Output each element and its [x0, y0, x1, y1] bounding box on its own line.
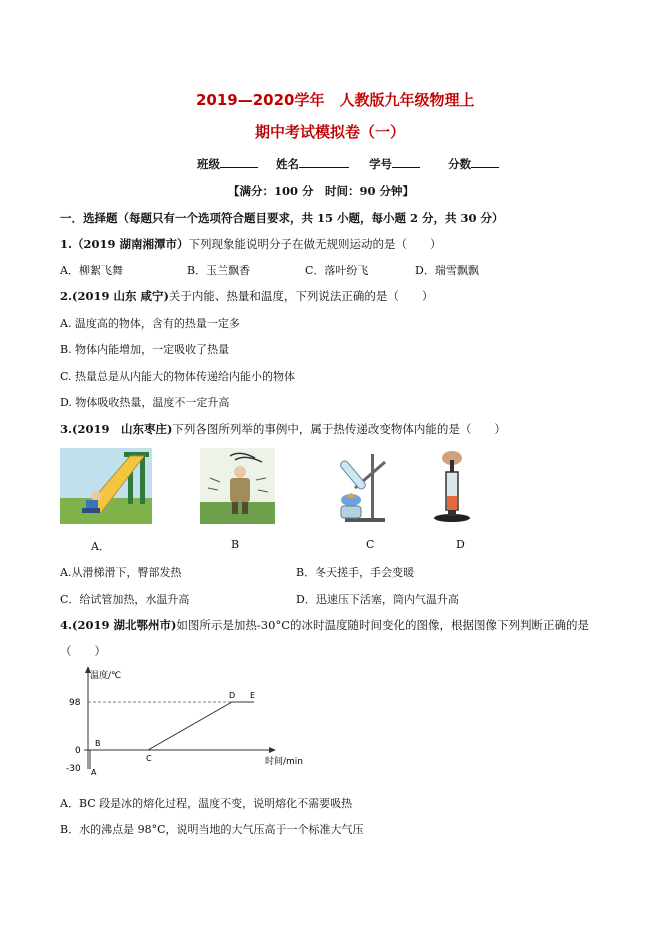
q1-option-a[interactable]: A．柳絮飞舞	[60, 264, 123, 277]
q2-option-d[interactable]: D. 物体吸收热量，温度不一定升高	[60, 396, 230, 409]
q2-option-b[interactable]: B. 物体内能增加，一定吸收了热量	[60, 343, 230, 356]
student-info-row	[197, 156, 499, 172]
image-label-d: D	[456, 538, 465, 551]
image-label-a: A．	[91, 540, 110, 553]
x-axis-label: 时间/min	[265, 757, 304, 767]
q2-option-c[interactable]: C. 热量总是从内能大的物体传递给内能小的物体	[60, 370, 296, 383]
question-1-stem: 1.（2019 湖南湘潭市）下列现象能说明分子在做无规则运动的是（ ）	[60, 237, 442, 251]
image-label-c: C	[366, 538, 375, 551]
point-label-b: B	[95, 739, 101, 748]
slide-illustration	[60, 448, 152, 524]
point-label-e: E	[250, 691, 256, 700]
y-tick-neg30: -30	[66, 764, 81, 774]
q4-option-a[interactable]: A．BC 段是冰的熔化过程，温度不变，说明熔化不需要吸热	[60, 797, 353, 810]
q2-option-a[interactable]: A. 温度高的物体，含有的热量一定多	[60, 317, 240, 330]
section-heading: 一．选择题（每题只有一个选项符合题目要求，共 15 小题，每小题 2 分，共 30 分）	[60, 211, 504, 225]
q3-option-b[interactable]: B．冬天搓手，手会变暖	[296, 566, 415, 579]
y-tick-98: 98	[69, 698, 81, 708]
id-blank[interactable]	[392, 156, 420, 168]
title-line-1: 2019—2020学年 人教版九年级物理上	[196, 91, 475, 109]
temperature-time-chart	[60, 664, 320, 779]
point-label-d: D	[229, 691, 236, 700]
q1-option-d[interactable]: D．瑞雪飘飘	[415, 264, 479, 277]
y-tick-0: 0	[75, 746, 81, 756]
class-label: 班级	[197, 157, 220, 171]
test-tube-heating-illustration	[325, 448, 397, 524]
q3-option-a[interactable]: A.从滑梯滑下，臀部发热	[60, 566, 182, 579]
x-axis-arrow	[269, 747, 276, 753]
name-blank[interactable]	[299, 156, 349, 168]
q4-option-b[interactable]: B．水的沸点是 98°C，说明当地的大气压高于一个标准大气压	[60, 823, 364, 836]
exam-meta: 【满分：100 分 时间：90 分钟】	[228, 184, 415, 198]
q3-option-d[interactable]: D．迅速压下活塞，筒内气温升高	[296, 593, 459, 606]
q1-option-b[interactable]: B．玉兰飘香	[187, 264, 251, 277]
temperature-series-line	[90, 702, 254, 769]
rubbing-hands-illustration	[200, 448, 275, 524]
y-axis-label: 温度/℃	[90, 671, 122, 681]
question-4-source: (2019 湖北鄂州市)	[72, 618, 177, 632]
title-line-2: 期中考试模拟卷（一）	[255, 123, 406, 141]
piston-illustration	[430, 448, 480, 524]
score-blank[interactable]	[471, 156, 499, 168]
question-2-stem: 2.(2019 山东 咸宁)关于内能、热量和温度，下列说法正确的是（ ）	[60, 289, 434, 303]
q3-option-c[interactable]: C．给试管加热，水温升高	[60, 593, 190, 606]
point-label-c: C	[146, 754, 152, 763]
question-1-source: （2019 湖南湘潭市）	[72, 237, 189, 251]
q1-option-c[interactable]: C．落叶纷飞	[305, 264, 369, 277]
image-label-b: B	[231, 538, 240, 551]
question-4-stem-cont: （ ）	[60, 644, 106, 658]
class-blank[interactable]	[220, 156, 258, 168]
name-label: 姓名	[276, 157, 300, 171]
question-2-source: (2019 山东 咸宁)	[72, 289, 169, 303]
question-4-stem: 4.(2019 湖北鄂州市)如图所示是加热-30°C的冰时温度随时间变化的图像，根据图像下列判断正确的是	[60, 618, 589, 632]
id-label: 学号	[369, 157, 393, 171]
question-3-source: (2019 山东枣庄)	[72, 422, 173, 436]
point-label-a: A	[91, 768, 97, 777]
score-label: 分数	[448, 157, 472, 171]
question-3-stem: 3.(2019 山东枣庄)下列各图所列举的事例中，属于热传递改变物体内能的是（ ）	[60, 422, 506, 436]
